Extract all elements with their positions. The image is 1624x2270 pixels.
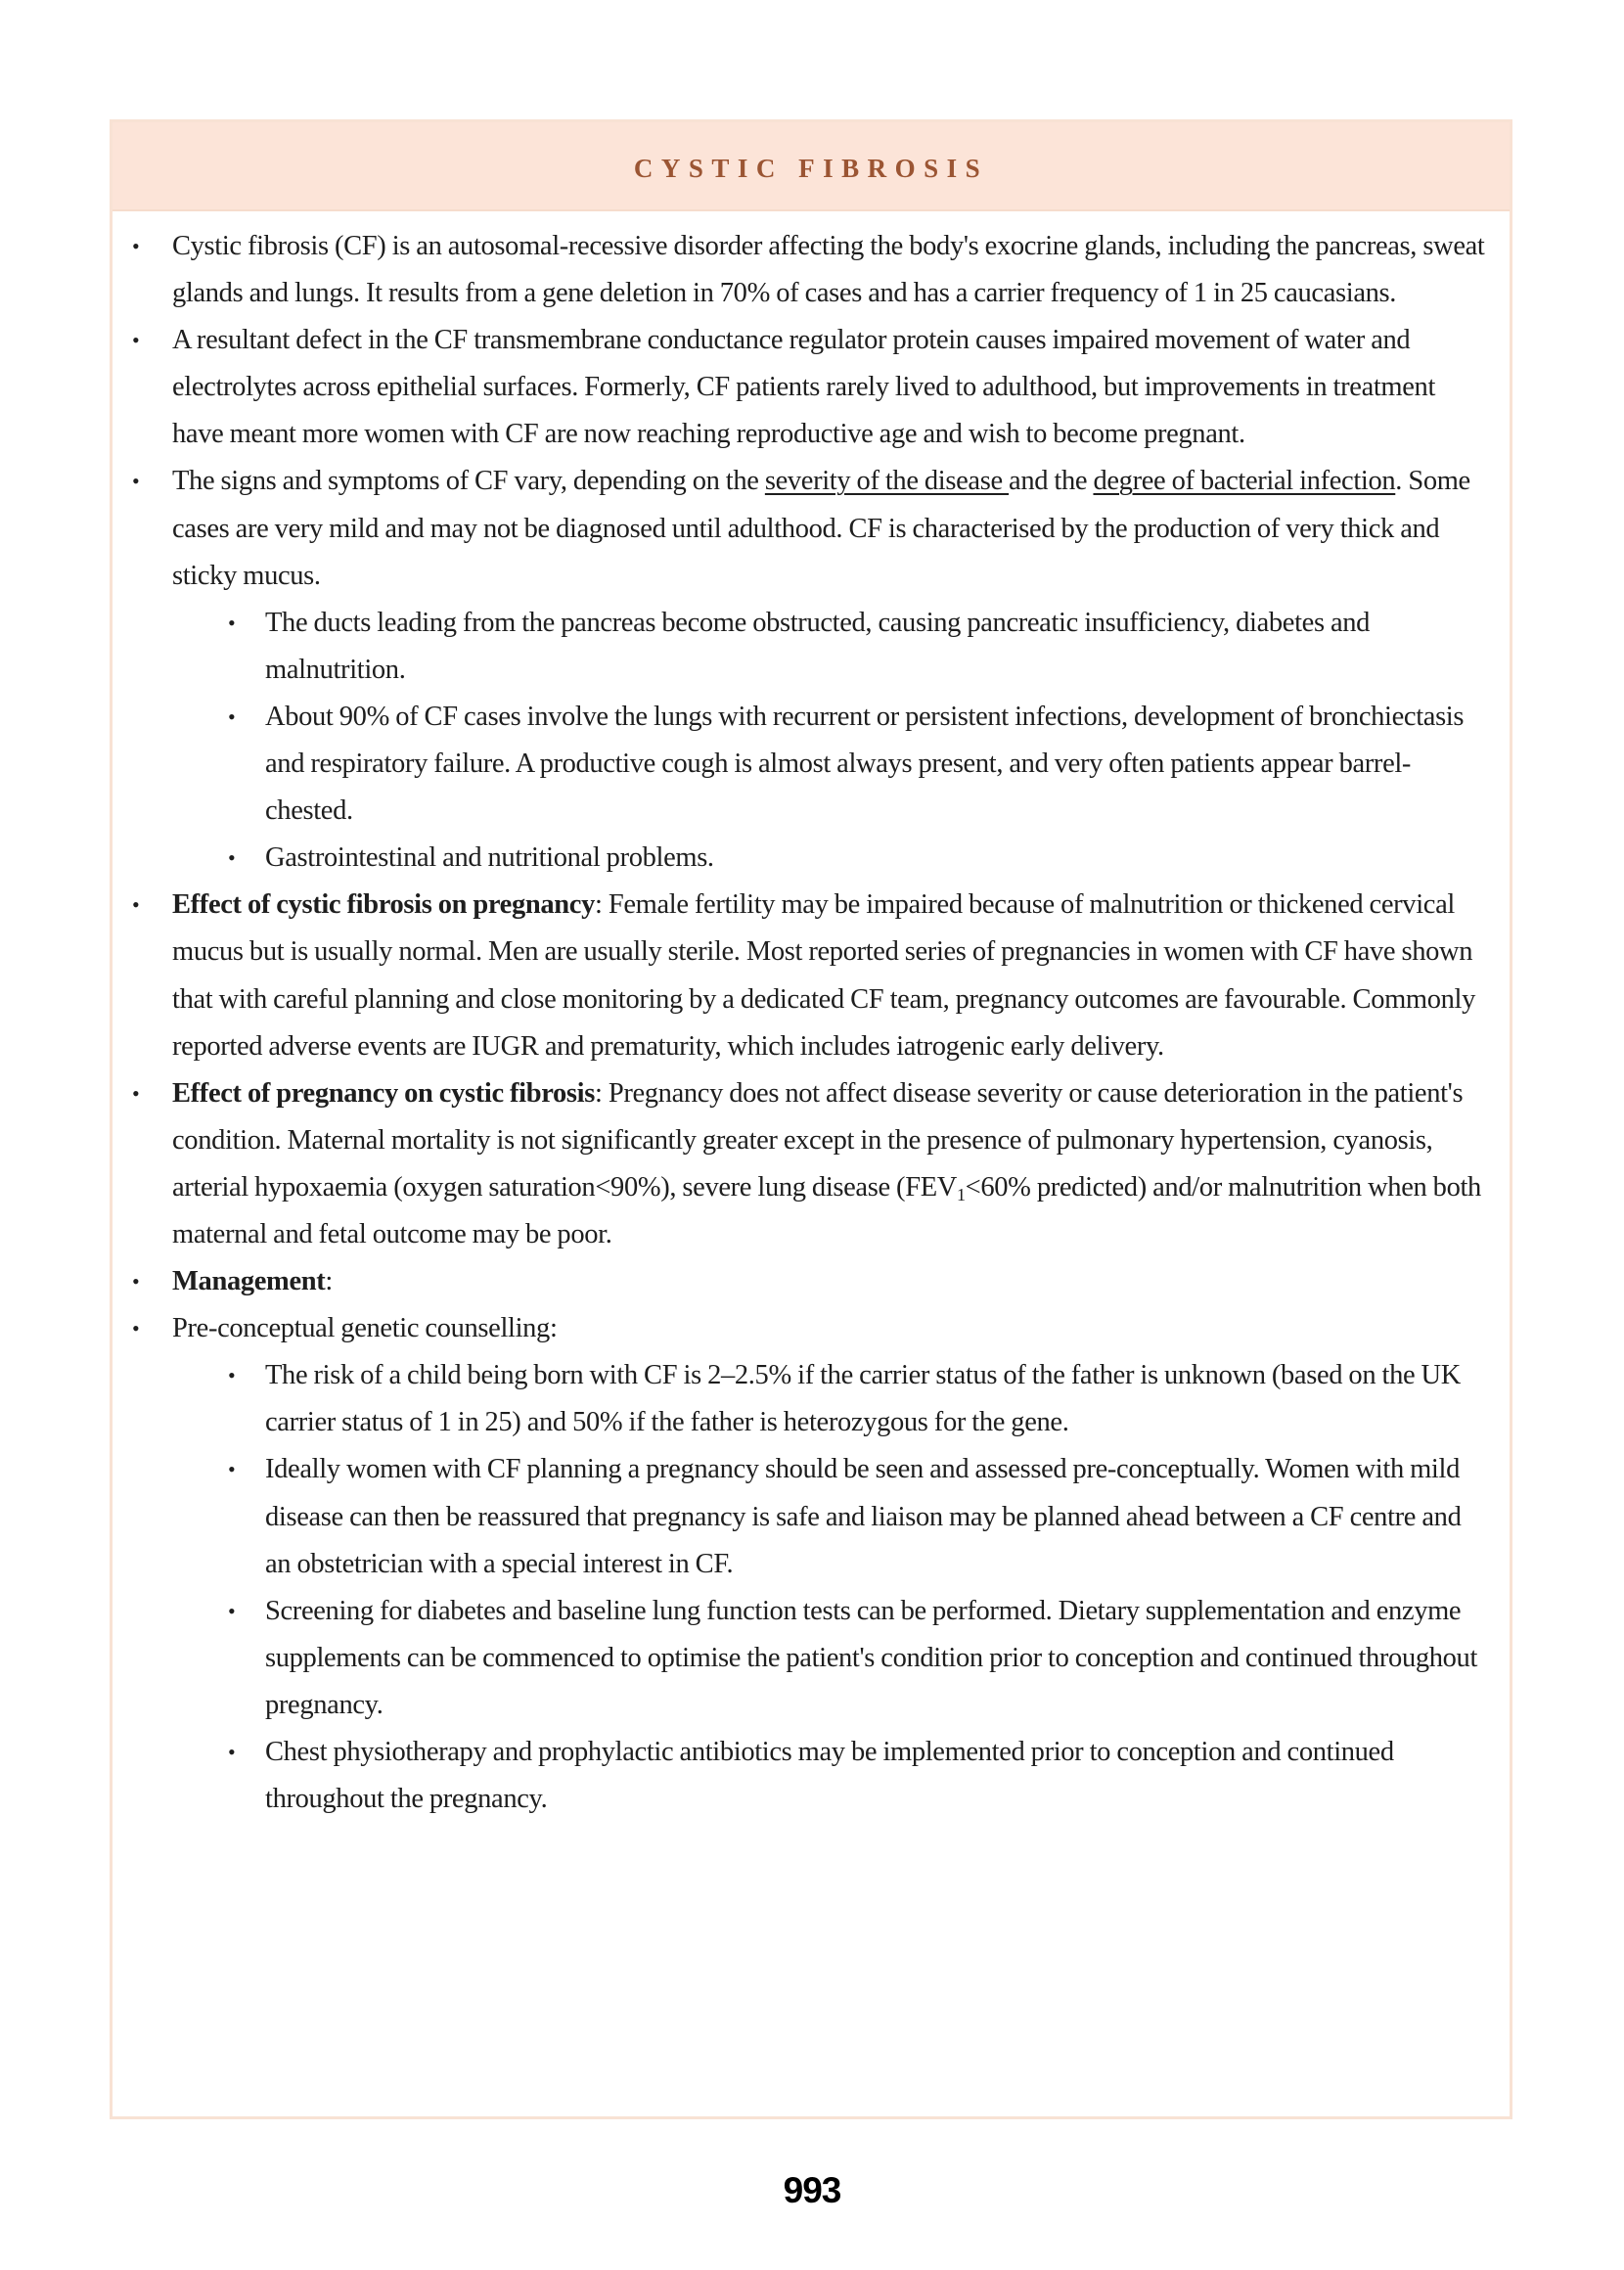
bullet-icon: • xyxy=(228,1740,236,1764)
signs-text-mid: and the xyxy=(1009,466,1094,497)
counselling-sub-list xyxy=(228,1352,1490,1823)
sub-item-text: About 90% of CF cases involve the lungs with recurrent or persistent infections, development of bronchiectasis and respiratory failure. A productive cough is almost always present, and very often patients appear barrel-chested. xyxy=(265,701,1465,827)
effect-on-pregnancy-heading: Effect of cystic fibrosis on pregnancy xyxy=(172,889,595,921)
bullet-icon: • xyxy=(228,845,236,871)
bullet-icon: • xyxy=(228,1598,236,1623)
fev-subscript: 1 xyxy=(956,1184,966,1204)
effect-of-pregnancy-text-a: : Pregnancy does not affect disease severity or cause deterioration in the patient's condition. Maternal mortality is not significantly greater except in the presence of pulmonary hypertension, cyanosis, arterial hypoxaemia (oxygen saturation<90%), severe lung disease (FEV xyxy=(172,1077,1464,1203)
management-heading: Management xyxy=(172,1266,326,1297)
sub-list-item xyxy=(228,1729,1490,1823)
box-title: CYSTIC FIBROSIS xyxy=(633,154,989,183)
effect-on-pregnancy-text: : Female fertility may be impaired because of malnutrition or thickened cervical mucus but is usually normal. Men are usually sterile. Most reported series of pregnancies in women with CF have shown that with careful planning and close monitoring by a dedicated CF team, pregnancy outcomes are favourable. Commonly reported adverse events are IUGR and prematurity, which includes iatrogenic early delivery. xyxy=(172,889,1476,1062)
counselling-label: Pre-conceptual genetic counselling: xyxy=(172,1313,558,1344)
sub-list-item xyxy=(228,1588,1490,1729)
list-item-signs xyxy=(113,458,1490,882)
sub-list-item xyxy=(228,1446,1490,1587)
sub-list-item xyxy=(228,1352,1490,1446)
sub-list-item xyxy=(228,600,1490,694)
bullet-icon: • xyxy=(132,469,140,494)
underlined-infection: degree of bacterial infection xyxy=(1093,466,1396,497)
bullet-icon: • xyxy=(132,1269,140,1294)
list-item-intro xyxy=(113,223,1490,317)
bullet-icon: • xyxy=(132,1080,140,1106)
bullet-icon: • xyxy=(132,1316,140,1341)
bullet-icon: • xyxy=(228,1457,236,1482)
sub-item-text: The risk of a child being born with CF is 2–2.5% if the carrier status of the father is unknown (based on the UK carrier status of 1 in 25) and 50% if the father is heterozygous for the gene. xyxy=(265,1360,1462,1438)
list-item-effect-of-pregnancy xyxy=(113,1070,1490,1258)
bullet-icon: • xyxy=(132,234,140,258)
sub-item-text: Gastrointestinal and nutritional problems. xyxy=(265,842,714,874)
signs-sub-list xyxy=(228,600,1490,883)
list-item-counselling xyxy=(113,1305,1490,1823)
sub-list-item xyxy=(228,694,1490,835)
sub-list-item xyxy=(228,835,1490,882)
underlined-severity: severity of the disease xyxy=(764,466,1010,497)
effect-of-pregnancy-heading: Effect of pregnancy on cystic fibrosis xyxy=(172,1077,595,1109)
sub-item-text: Screening for diabetes and baseline lung function tests can be performed. Dietary supplementation and enzyme supplements can be commenced to optimise the patient's condition prior to conception and continued throughout pregnancy. xyxy=(265,1595,1478,1720)
bullet-icon: • xyxy=(228,704,236,729)
list-item-effect-on-pregnancy xyxy=(113,882,1490,1069)
bullet-icon: • xyxy=(228,1363,236,1388)
bullet-icon: • xyxy=(132,328,140,353)
effect-of-pregnancy-text-b: <60% predicted) and/or malnutrition when both maternal and fetal outcome may be poor. xyxy=(172,1171,1481,1249)
sub-item-text: Ideally women with CF planning a pregnancy should be seen and assessed pre-conceptually. Women with mild disease can then be reassured that pregnancy is safe and liaison may be planned ahead between a CF centre and an obstetrician with a special interest in CF. xyxy=(265,1454,1462,1579)
signs-text-pre: The signs and symptoms of CF vary, depending on the xyxy=(172,466,765,497)
bullet-list xyxy=(113,223,1490,1823)
cystic-fibrosis-box xyxy=(110,119,1512,2119)
defect-text: A resultant defect in the CF transmembrane conductance regulator protein causes impaired movement of water and electrolytes across epithelial surfaces. Formerly, CF patients rarely lived to adulthood, but improvements in treatment have meant more women with CF are now reaching reproductive age and wish to become pregnant. xyxy=(172,325,1436,450)
list-item-management xyxy=(113,1258,1490,1305)
box-header xyxy=(113,122,1510,211)
intro-text: Cystic fibrosis (CF) is an autosomal-recessive disorder affecting the body's exocrine glands, including the pancreas, sweat glands and lungs. It results from a gene deletion in 70% of cases and has a carrier frequency of 1 in 25 caucasians. xyxy=(172,231,1485,309)
box-content xyxy=(113,211,1510,1823)
list-item-defect xyxy=(113,317,1490,458)
bullet-icon: • xyxy=(228,610,236,635)
signs-text-post: . Some cases are very mild and may not be diagnosed until adulthood. CF is characterised by the production of very thick and sticky mucus. xyxy=(172,466,1470,591)
management-colon: : xyxy=(325,1266,333,1297)
sub-item-text: Chest physiotherapy and prophylactic antibiotics may be implemented prior to conception and continued throughout the pregnancy. xyxy=(265,1737,1394,1815)
sub-item-text: The ducts leading from the pancreas become obstructed, causing pancreatic insufficiency, diabetes and malnutrition. xyxy=(265,607,1371,685)
page-number: 993 xyxy=(783,2170,841,2210)
bullet-icon: • xyxy=(132,892,140,918)
